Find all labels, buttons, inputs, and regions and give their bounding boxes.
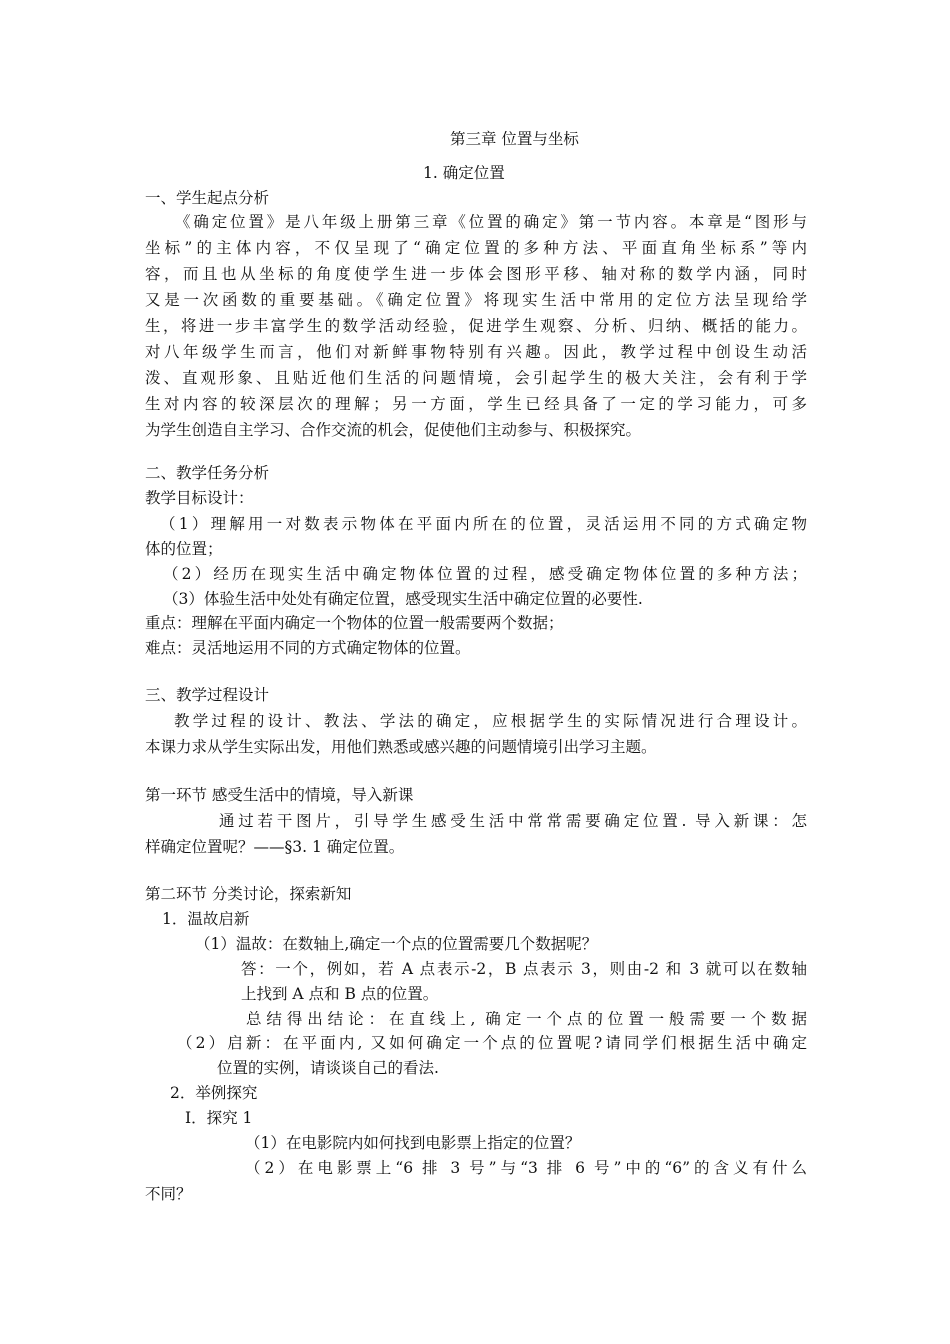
review-question: （1）温故：在数轴上,确定一个点的位置需要几个数据呢？ (195, 935, 598, 953)
goal-item-1: （1）理解用一对数表示物体在平面内所在的位置，灵活运用不同的方式确定物 (160, 515, 807, 533)
paragraph-line: 坐标”的主体内容，不仅呈现了“确定位置的多种方法、平面直角坐标系”等内 (145, 239, 807, 257)
review-title: 1．温故启新 (162, 910, 250, 928)
explore-question-2-cont: 不同？ (145, 1185, 192, 1203)
explore-question-2: （2）在电影票上“6 排 3 号”与“3 排 6 号”中的“6”的含义有什么 (245, 1159, 807, 1177)
paragraph-line: 本课力求从学生实际出发，用他们熟悉或感兴趣的问题情境引出学习主题。 (145, 738, 657, 756)
paragraph-line: 教学过程的设计、教法、学法的确定，应根据学生的实际情况进行合理设计。 (174, 712, 807, 730)
goal-label: 教学目标设计： (145, 489, 254, 507)
paragraph-line: 《确定位置》是八年级上册第三章《位置的确定》第一节内容。本章是“图形与 (175, 213, 807, 231)
goal-item-2: （2）经历在现实生活中确定物体位置的过程，感受确定物体位置的多种方法； (163, 565, 807, 583)
new-question-cont: 位置的实例，请谈谈自己的看法. (217, 1059, 439, 1077)
new-question: （2）启新：在平面内, 又如何确定一个点的位置呢?请同学们根据生活中确定 (177, 1034, 807, 1052)
step2-heading: 第二环节 分类讨论，探索新知 (145, 885, 352, 903)
goal-item-1-cont: 体的位置； (145, 540, 223, 558)
heading-task-analysis: 二、教学任务分析 (145, 464, 270, 482)
review-answer: 答：一个，例如，若 A 点表示-2，B 点表示 3，则由-2 和 3 就可以在数轴 (241, 960, 807, 978)
paragraph-line: 样确定位置呢？——§3. 1 确定位置。 (145, 838, 405, 856)
paragraph-line: 生对内容的较深层次的理解；另一方面，学生已经具备了一定的学习能力，可多 (145, 395, 807, 413)
examples-title: 2．举例探究 (170, 1084, 258, 1102)
section-title: 1. 确定位置 (423, 164, 505, 182)
paragraph-line: 容，而且也从坐标的角度使学生进一步体会图形平移、轴对称的数学内涵，同时 (145, 265, 807, 283)
page-title: 第三章 位置与坐标 (450, 130, 579, 148)
paragraph-line: 泼、直观形象、且贴近他们生活的问题情境，会引起学生的极大关注，会有利于学 (145, 369, 807, 387)
explore-title: Ⅰ．探究 1 (185, 1109, 253, 1127)
paragraph-line: 为学生创造自主学习、合作交流的机会，促使他们主动参与、积极探究。 (145, 421, 642, 439)
difficulty-point: 难点：灵活地运用不同的方式确定物体的位置。 (145, 639, 471, 657)
heading-process-design: 三、教学过程设计 (145, 686, 270, 704)
explore-question-1: （1）在电影院内如何找到电影票上指定的位置？ (245, 1134, 581, 1152)
step1-heading: 第一环节 感受生活中的情境，导入新课 (145, 786, 414, 804)
goal-item-3: （3）体验生活中处处有确定位置，感受现实生活中确定位置的必要性. (163, 590, 643, 608)
paragraph-line: 通过若干图片，引导学生感受生活中常常需要确定位置. 导入新课：怎 (219, 812, 807, 830)
heading-student-analysis: 一、学生起点分析 (145, 189, 270, 207)
paragraph-line: 生，将进一步丰富学生的数学活动经验，促进学生观察、分析、归纳、概括的能力。 (145, 317, 807, 335)
review-conclusion: 总结得出结论：在直线上, 确定一个点的位置一般需要一个数据 (246, 1010, 807, 1028)
review-answer-cont: 上找到 A 点和 B 点的位置。 (241, 985, 439, 1003)
paragraph-line: 对八年级学生而言，他们对新鲜事物特别有兴趣。因此，教学过程中创设生动活 (145, 343, 807, 361)
key-point: 重点：理解在平面内确定一个物体的位置一般需要两个数据； (145, 614, 564, 632)
paragraph-line: 又是一次函数的重要基础。《确定位置》将现实生活中常用的定位方法呈现给学 (145, 291, 807, 309)
